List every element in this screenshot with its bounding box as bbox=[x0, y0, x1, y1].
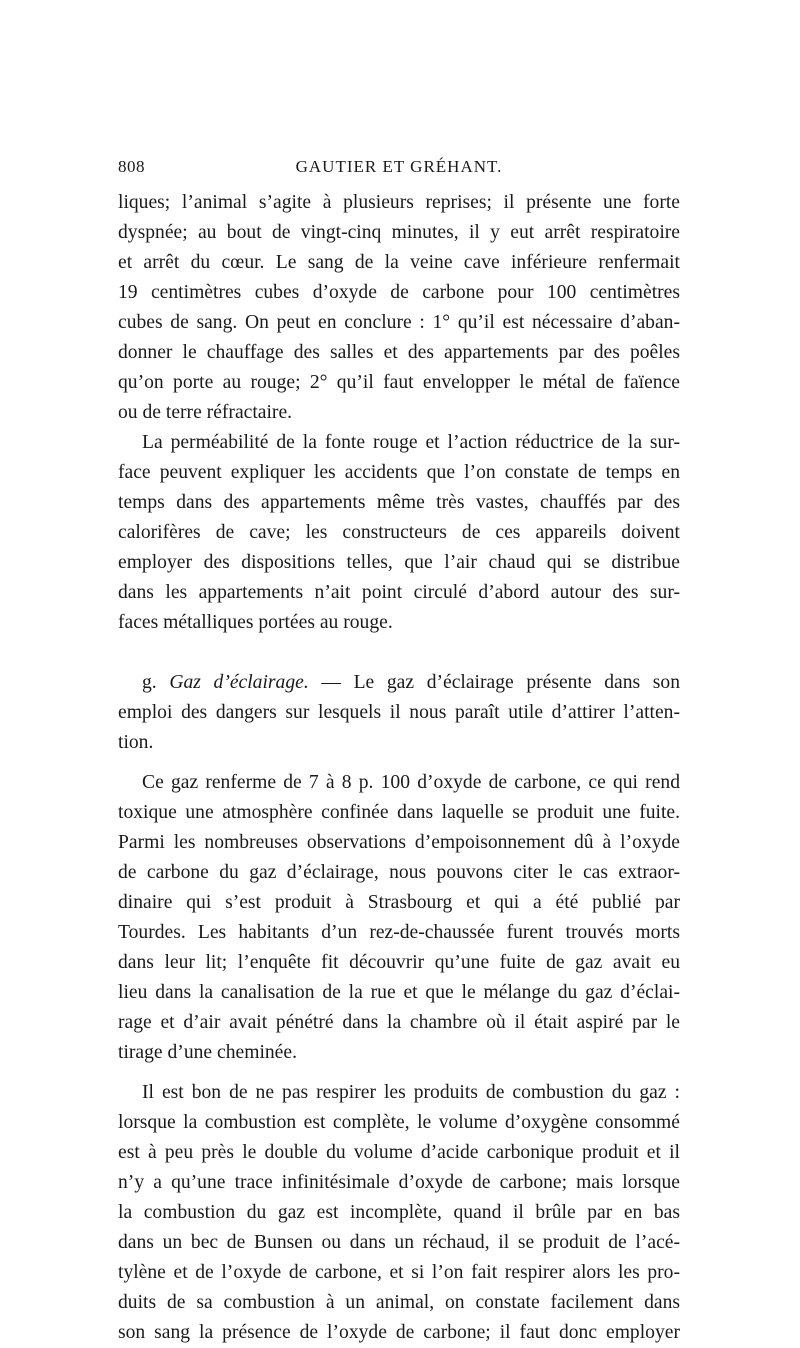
text-line: dans leur lit; l’enquête fit découvrir qu’une fuite de gaz avait eu bbox=[118, 952, 680, 973]
paragraph-spacer bbox=[118, 1068, 680, 1078]
text-line: tirage d’une cheminée. bbox=[118, 1042, 297, 1063]
paragraph bbox=[118, 768, 680, 1068]
text-line: faces métalliques portées au rouge. bbox=[118, 612, 393, 633]
text-line: donner le chauffage des salles et des appartements par des poêles bbox=[118, 342, 680, 363]
page-number: 808 bbox=[118, 157, 145, 176]
body-text bbox=[118, 188, 680, 1348]
section-g bbox=[118, 668, 680, 758]
running-head: GAUTIER ET GRÉHANT. bbox=[295, 157, 503, 176]
text-line: temps dans des appartements même très vastes, chauffés par des bbox=[118, 492, 680, 513]
text-line: dans les appartements n’ait point circulé d’abord autour des sur- bbox=[118, 582, 680, 603]
text-line: tion. bbox=[118, 732, 154, 753]
text-line: La perméabilité de la fonte rouge et l’action réductrice de la sur- bbox=[142, 432, 680, 453]
paragraph-spacer bbox=[118, 758, 680, 768]
text-line: employer des dispositions telles, que l’air chaud qui se distribue bbox=[118, 552, 680, 573]
section-spacer bbox=[118, 638, 680, 668]
text-line: est à peu près le double du volume d’acide carbonique produit et il bbox=[118, 1142, 680, 1163]
text-line: toxique une atmosphère confinée dans laquelle se produit une fuite. bbox=[118, 802, 680, 823]
text-line: n’y a qu’une trace infinitésimale d’oxyde de carbone; mais lorsque bbox=[118, 1172, 680, 1193]
paragraph bbox=[118, 188, 680, 428]
section-label: g. bbox=[142, 672, 157, 693]
text-line: la combustion du gaz est incomplète, quand il brûle par en bas bbox=[118, 1202, 680, 1223]
text-line: Ce gaz renferme de 7 à 8 p. 100 d’oxyde de carbone, ce qui rend bbox=[142, 772, 680, 793]
text-line: de carbone du gaz d’éclairage, nous pouvons citer le cas extraor- bbox=[118, 862, 680, 883]
text-line: dans un bec de Bunsen ou dans un réchaud, il se produit de l’acé- bbox=[118, 1232, 680, 1253]
text-line: cubes de sang. On peut en conclure : 1° qu’il est nécessaire d’aban- bbox=[118, 312, 680, 333]
section-heading-line bbox=[118, 668, 680, 698]
section-heading-text: — Le gaz d’éclairage présente dans son bbox=[308, 672, 680, 693]
paragraph bbox=[118, 1078, 680, 1348]
text-line: dinaire qui s’est produit à Strasbourg et qui a été publié par bbox=[118, 892, 680, 913]
text-line: dyspnée; au bout de vingt-cinq minutes, il y eut arrêt respiratoire bbox=[118, 222, 680, 243]
paragraph bbox=[118, 428, 680, 638]
page-header bbox=[118, 157, 680, 181]
text-line: tylène et de l’oxyde de carbone, et si l’on fait respirer alors les pro- bbox=[118, 1262, 680, 1283]
text-line: ou de terre réfractaire. bbox=[118, 402, 293, 423]
text-line: duits de sa combustion à un animal, on constate facilement dans bbox=[118, 1292, 680, 1313]
text-line: et arrêt du cœur. Le sang de la veine cave inférieure renfermait bbox=[118, 252, 680, 273]
text-line: qu’on porte au rouge; 2° qu’il faut envelopper le métal de faïence bbox=[118, 372, 680, 393]
text-line: emploi des dangers sur lesquels il nous paraît utile d’attirer l’atten- bbox=[118, 702, 680, 723]
text-line: Il est bon de ne pas respirer les produits de combustion du gaz : bbox=[142, 1082, 680, 1103]
text-line: face peuvent expliquer les accidents que l’on constate de temps en bbox=[118, 462, 680, 483]
text-line: Parmi les nombreuses observations d’empoisonnement dû à l’oxyde bbox=[118, 832, 680, 853]
section-title: Gaz d’éclairage. bbox=[169, 672, 309, 693]
text-line: lorsque la combustion est complète, le volume d’oxygène consommé bbox=[118, 1112, 680, 1133]
text-line: rage et d’air avait pénétré dans la chambre où il était aspiré par le bbox=[118, 1012, 680, 1033]
text-line: Tourdes. Les habitants d’un rez-de-chaussée furent trouvés morts bbox=[118, 922, 680, 943]
text-line: 19 centimètres cubes d’oxyde de carbone pour 100 centimètres bbox=[118, 282, 680, 303]
text-line: calorifères de cave; les constructeurs de ces appareils doivent bbox=[118, 522, 680, 543]
text-line: liques; l’animal s’agite à plusieurs reprises; il présente une forte bbox=[118, 192, 680, 213]
text-line: lieu dans la canalisation de la rue et que le mélange du gaz d’éclai- bbox=[118, 982, 680, 1003]
text-line: son sang la présence de l’oxyde de carbone; il faut donc employer bbox=[118, 1322, 680, 1343]
